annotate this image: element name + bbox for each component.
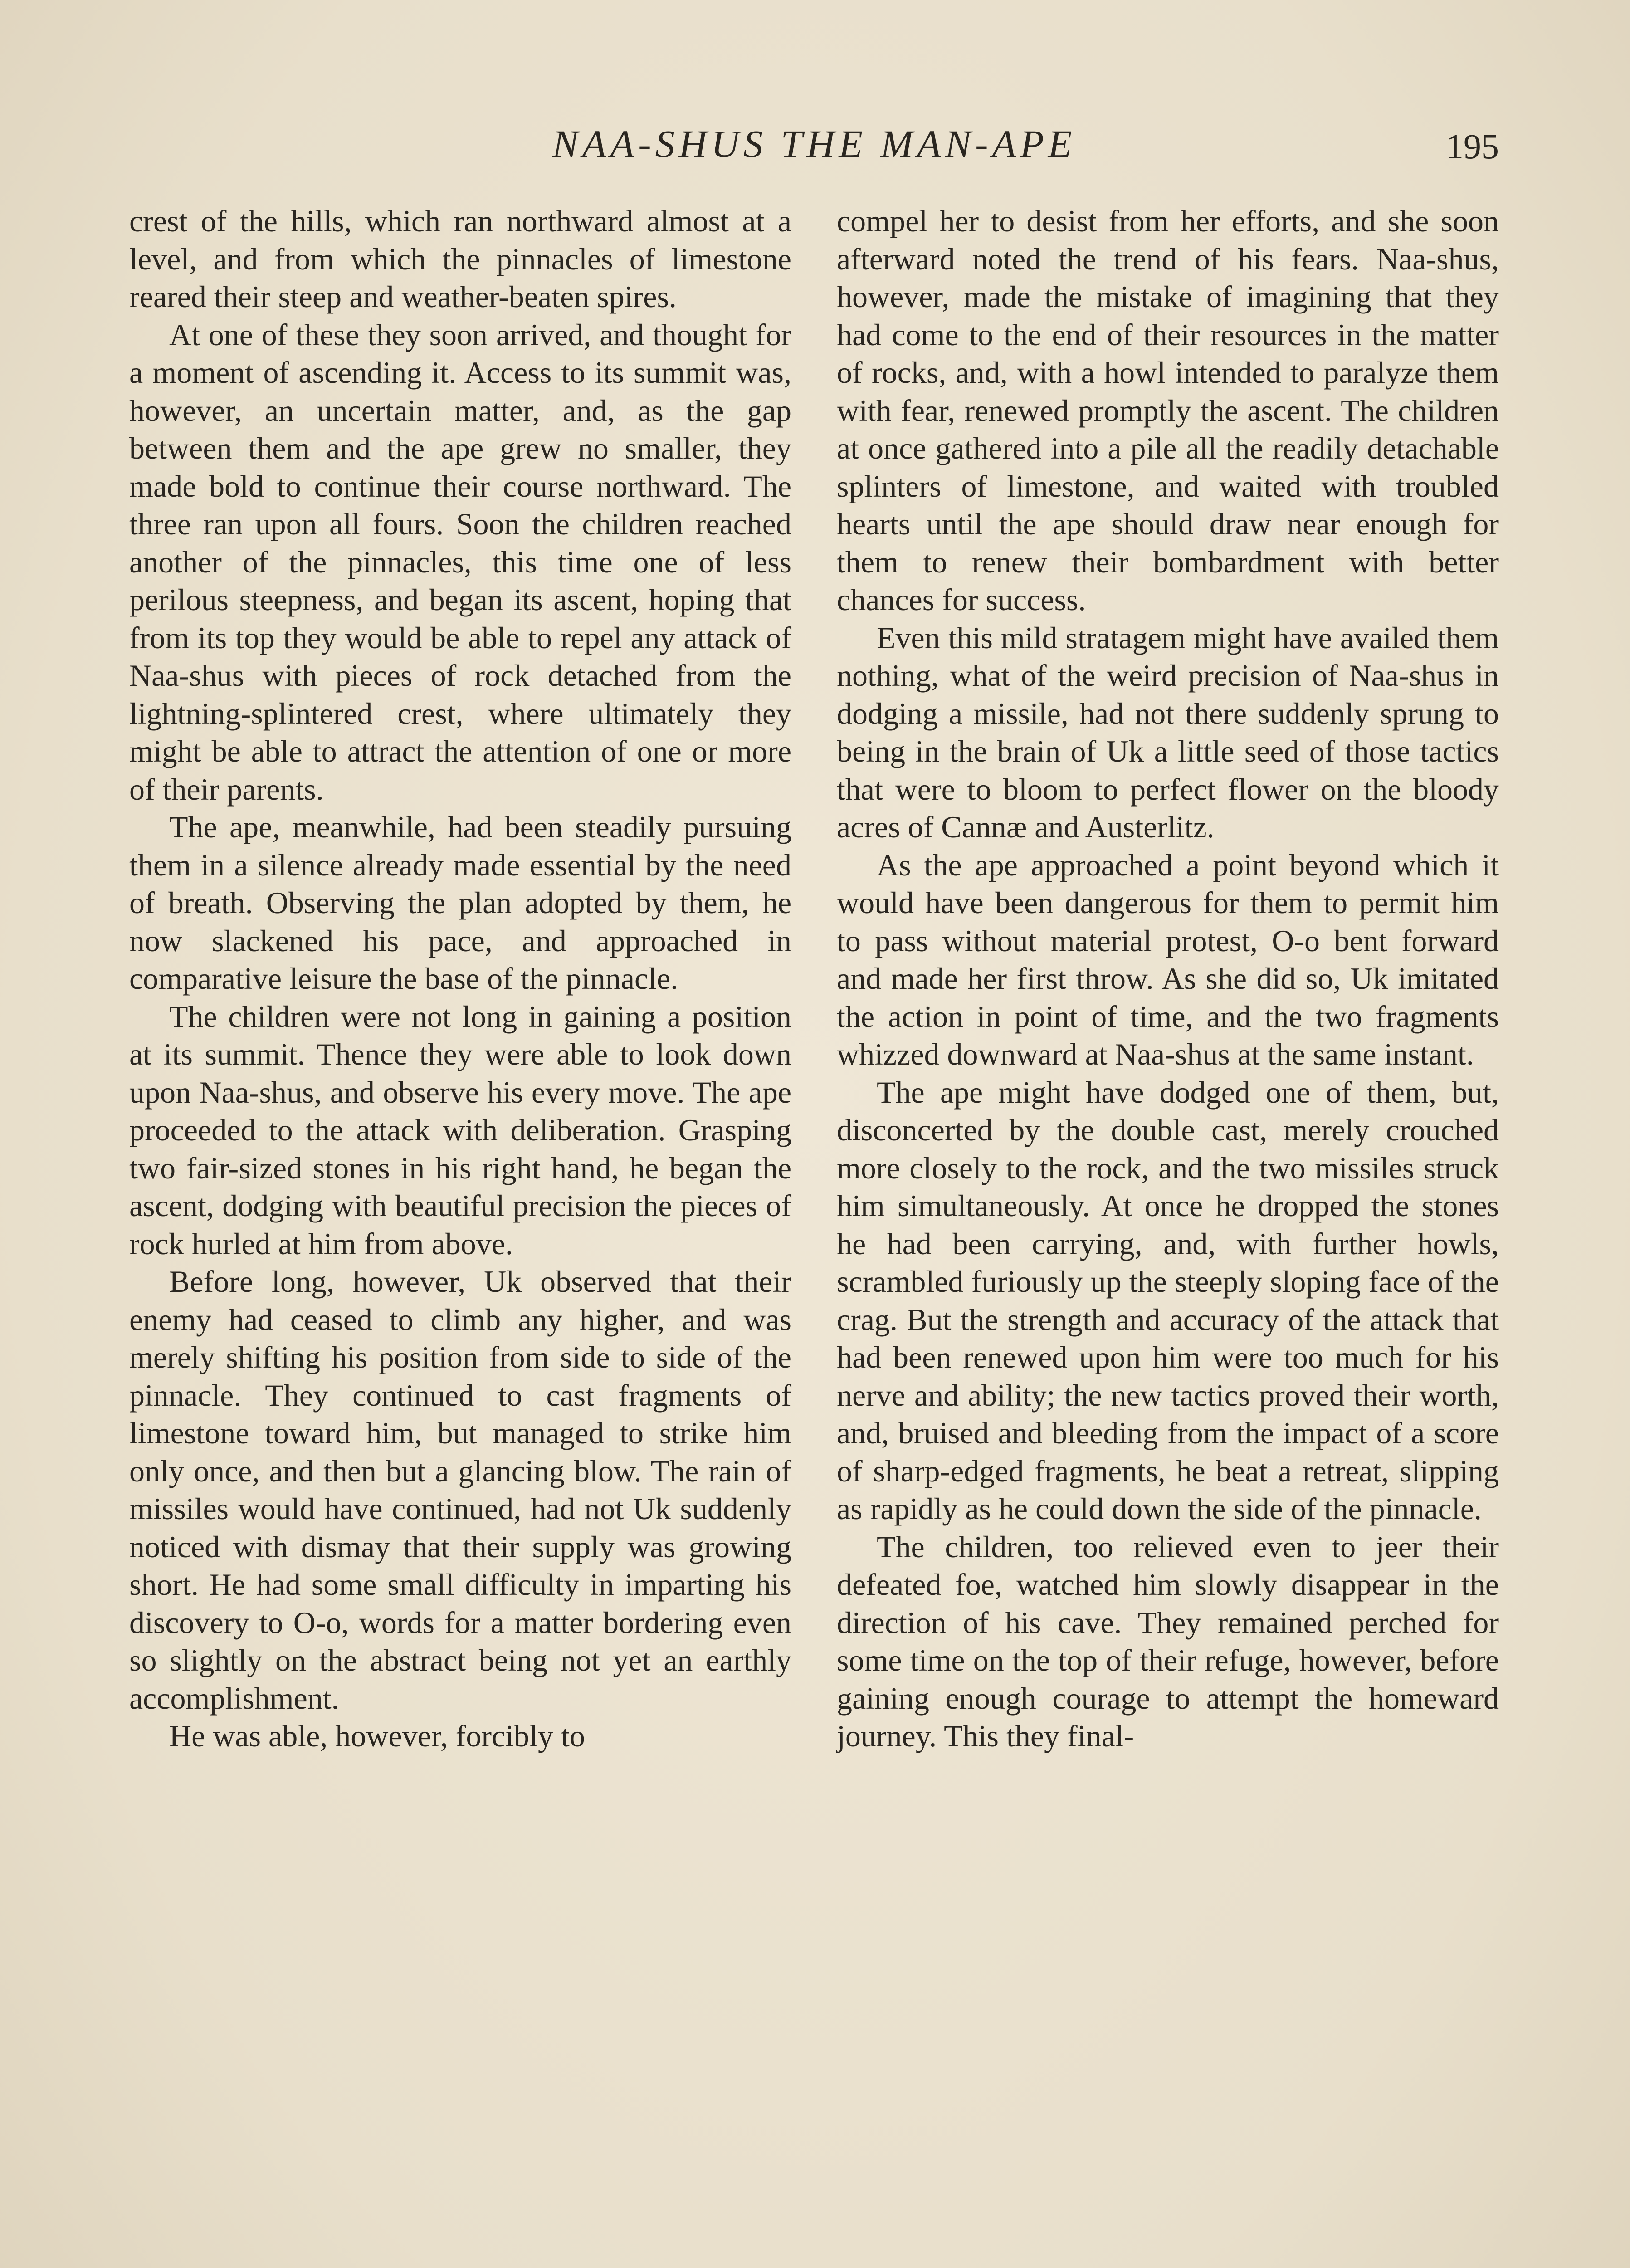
- paragraph: The ape, meanwhile, had been steadily pursuing them in a silence already made essential by the need of breath. Observing the plan adopted by them, he now slackened his pace, and approached in comparative leisure the base of the pinnacle.: [129, 810, 791, 996]
- paragraph: At one of these they soon arrived, and thought for a moment of ascending it. Access to its summit was, however, an uncertain matter, and, as the gap between them and the ape grew no smaller, they made bold to continue their course northward. The three ran upon all fours. Soon the children reached another of the pinnacles, this time one of less perilous steepness, and began its ascent, hoping that from its top they would be able to repel any attack of Naa-shus with pieces of rock detached from the lightning-splintered crest, where ultimately they might be able to attract the attention of one or more of their parents.: [129, 317, 791, 807]
- right-column: [837, 202, 1499, 1755]
- paragraph: As the ape approached a point beyond which it would have been dangerous for them to permit him to pass without material protest, O-o bent forward and made her first throw. As she did so, Uk imitated the action in point of time, and the two fragments whizzed downward at Naa-shus at the same instant.: [837, 847, 1499, 1071]
- paragraph: The ape might have dodged one of them, but, disconcerted by the double cast, merely crouched more closely to the rock, and the two missiles struck him simultaneously. At once he dropped the stones he had been carrying, and, with further howls, scrambled furiously up the steeply sloping face of the crag. But the strength and accuracy of the attack that had been renewed upon him were too much for his nerve and ability; the new tactics proved their worth, and, bruised and bleeding from the impact of a score of sharp-edged fragments, he beat a retreat, slipping as rapidly as he could down the side of the pinnacle.: [837, 1075, 1499, 1526]
- paragraph: The children were not long in gaining a position at its summit. Thence they were able to look down upon Naa-shus, and observe his every move. The ape proceeded to the attack with deliberation. Grasping two fair-sized stones in his right hand, he began the ascent, dodging with beautiful precision the pieces of rock hurled at him from above.: [129, 999, 791, 1261]
- paragraph: Before long, however, Uk observed that their enemy had ceased to climb any higher, and was merely shifting his position from side to side of the pinnacle. They continued to cast fragments of limestone toward him, but managed to strike him only once, and then but a glancing blow. The rain of missiles would have continued, had not Uk suddenly noticed with dismay that their supply was growing short. He had some small difficulty in imparting his discovery to O-o, words for a matter bordering even so slightly on the abstract being not yet an earthly accomplishment.: [129, 1264, 791, 1716]
- paragraph: Even this mild stratagem might have availed them nothing, what of the weird precision of Naa-shus in dodging a missile, had not there suddenly sprung to being in the brain of Uk a little seed of those tactics that were to bloom to perfect flower on the bloody acres of Cannæ and Austerlitz.: [837, 620, 1499, 844]
- paragraph: compel her to desist from her efforts, and she soon afterward noted the trend of his fears. Naa-shus, however, made the mistake of imagining that they had come to the end of their resources in the matter of rocks, and, with a howl intended to paralyze them with fear, renewed promptly the ascent. The children at once gathered into a pile all the readily detachable splinters of limestone, and waited with troubled hearts until the ape should draw near enough for them to renew their bombardment with better chances for success.: [837, 204, 1499, 617]
- paragraph: The children, too relieved even to jeer their defeated foe, watched him slowly disappear in the direction of his cave. They remained perched for some time on the top of their refuge, however, before gaining enough courage to attempt the homeward journey. This they final-: [837, 1529, 1499, 1753]
- running-title: NAA-SHUS THE MAN-APE: [552, 122, 1076, 166]
- paragraph: crest of the hills, which ran northward almost at a level, and from which the pinnacles of limestone reared their steep and weather-beaten spires.: [129, 204, 791, 314]
- page-header: [129, 119, 1499, 169]
- page-number: 195: [1446, 127, 1499, 166]
- left-column: [129, 202, 791, 1755]
- paragraph: He was able, however, forcibly to: [169, 1719, 585, 1753]
